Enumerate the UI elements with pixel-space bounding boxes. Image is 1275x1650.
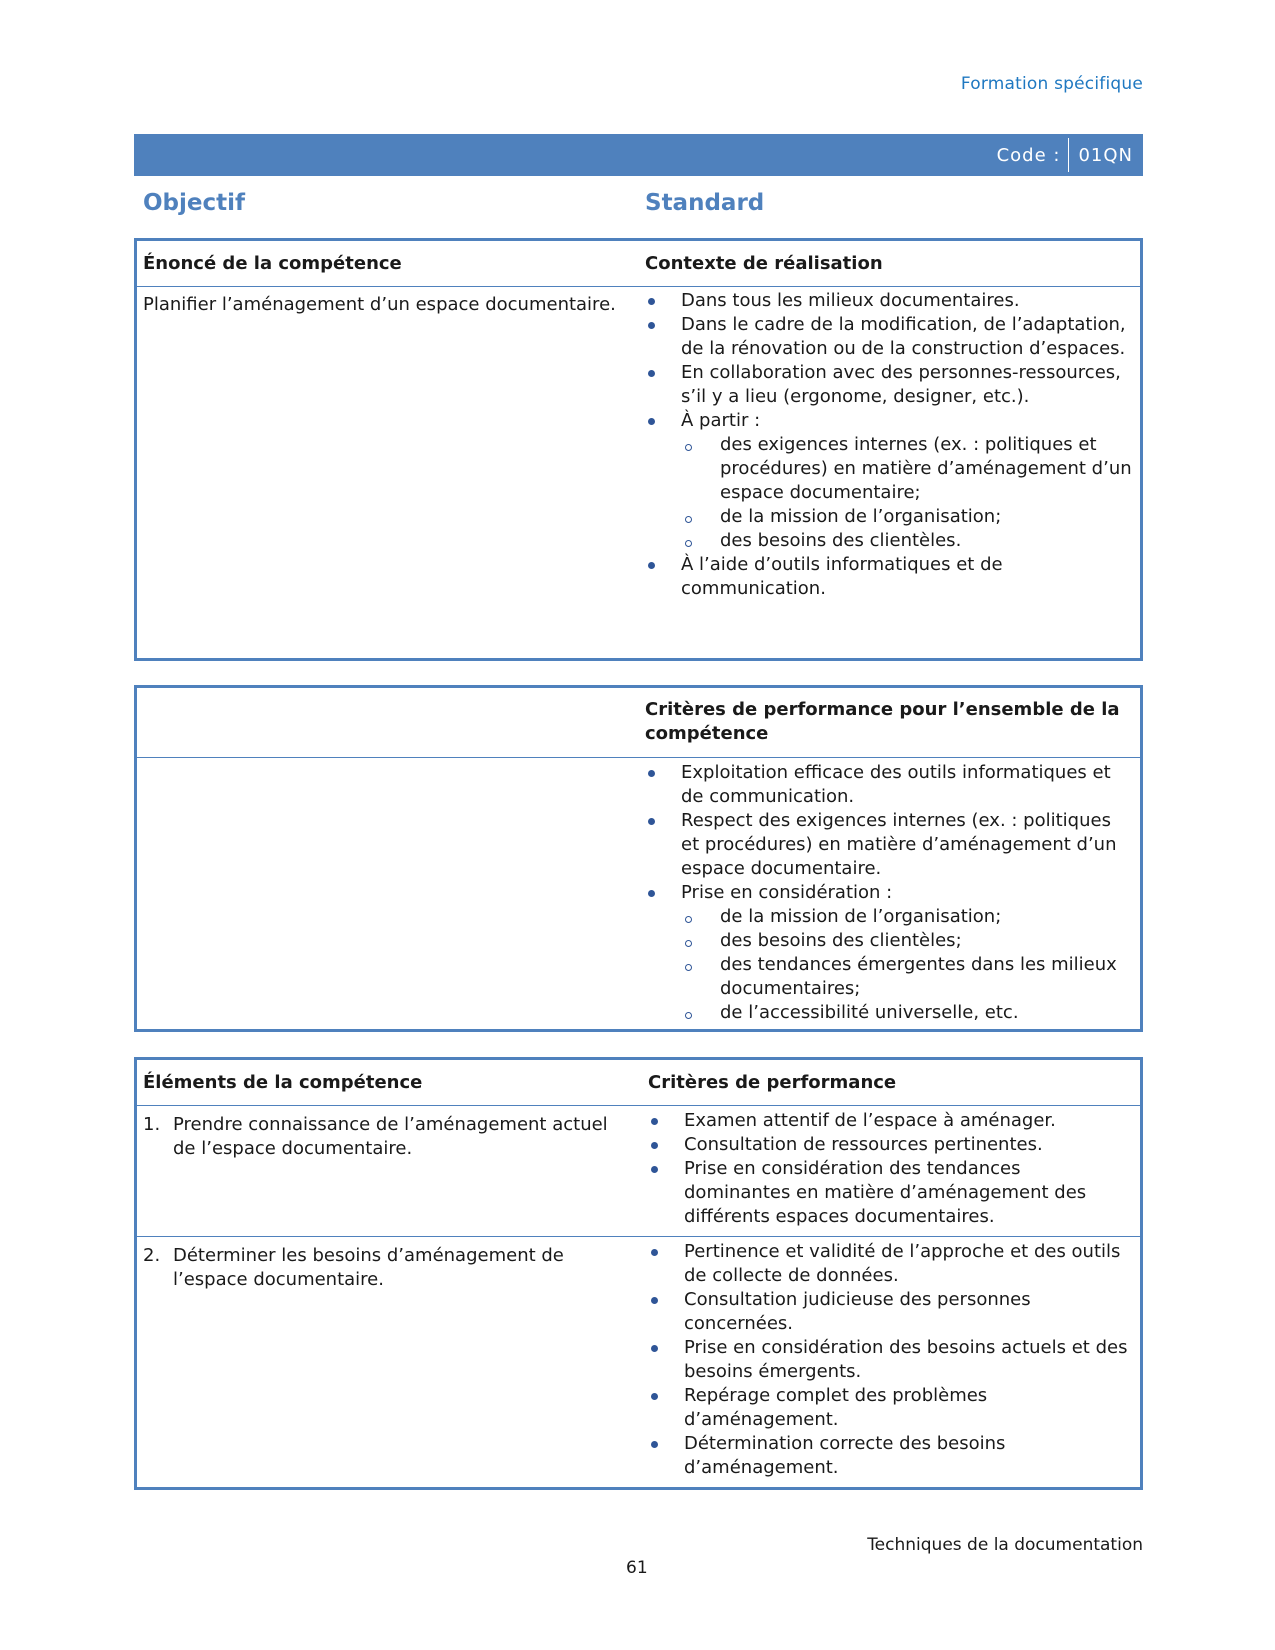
objective-heading: Objectif bbox=[143, 190, 246, 216]
bullet-icon bbox=[648, 890, 655, 897]
list-item-text: Prise en considération des besoins actuels et des besoins émergents. bbox=[684, 1337, 1128, 1382]
list-item-text: Consultation judicieuse des personnes concernées. bbox=[684, 1289, 1031, 1334]
sub-list-item bbox=[681, 929, 1132, 953]
context-list bbox=[645, 289, 1132, 601]
list-item bbox=[648, 1288, 1132, 1336]
bullet-icon bbox=[651, 1345, 658, 1352]
sub-list-item-text: des tendances émergentes dans les milieux documentaires; bbox=[720, 954, 1117, 999]
bullet-icon bbox=[648, 418, 655, 425]
empty-cell bbox=[137, 758, 637, 1025]
list-item bbox=[645, 553, 1132, 601]
context-list-cell bbox=[637, 287, 1140, 601]
bullet-icon bbox=[648, 562, 655, 569]
list-item bbox=[648, 1432, 1132, 1480]
overall-criteria-header: Critères de performance pour l’ensemble de la compétence bbox=[645, 699, 1120, 744]
list-item bbox=[645, 409, 1132, 553]
bullet-icon bbox=[651, 1118, 658, 1125]
sub-list-item bbox=[681, 953, 1132, 1001]
list-item-text: Consultation de ressources pertinentes. bbox=[684, 1134, 1043, 1155]
code-band bbox=[134, 134, 1143, 176]
table-row bbox=[137, 758, 1140, 1025]
hollow-bullet-icon bbox=[685, 940, 692, 947]
bullet-icon bbox=[648, 818, 655, 825]
list-item bbox=[645, 313, 1132, 361]
bullet-icon bbox=[651, 1166, 658, 1173]
sub-list-item-text: de la mission de l’organisation; bbox=[720, 906, 1002, 927]
list-item-text: Prise en considération des tendances dominantes en matière d’aménagement des différents espaces documentaires. bbox=[684, 1158, 1087, 1227]
element-item bbox=[143, 1244, 631, 1292]
criteria-list bbox=[648, 1109, 1132, 1229]
sub-list-item-text: des exigences internes (ex. : politiques et procédures) en matière d’aménagement d’un espace documentaire; bbox=[720, 434, 1132, 503]
bullet-icon bbox=[648, 322, 655, 329]
overall-criteria-cell bbox=[637, 758, 1140, 1025]
bullet-icon bbox=[648, 770, 655, 777]
bullet-icon bbox=[651, 1249, 658, 1256]
list-item-text: À partir : bbox=[681, 410, 761, 431]
competency-context-table bbox=[134, 238, 1143, 661]
table-row bbox=[137, 1106, 1140, 1236]
elements-header: Éléments de la compétence bbox=[143, 1072, 423, 1093]
competency-statement: Planifier l’aménagement d’un espace documentaire. bbox=[143, 294, 616, 315]
criteria-cell bbox=[637, 1106, 1140, 1236]
list-item-text: Examen attentif de l’espace à aménager. bbox=[684, 1110, 1056, 1131]
list-item-text: Prise en considération : bbox=[681, 882, 893, 903]
page-number: 61 bbox=[626, 1558, 648, 1578]
overall-criteria-list bbox=[645, 761, 1132, 1025]
sub-list-item bbox=[681, 505, 1132, 529]
list-item-text: Respect des exigences internes (ex. : politiques et procédures) en matière d’aménagement d’un espace documentaire. bbox=[681, 810, 1117, 879]
hollow-bullet-icon bbox=[685, 444, 692, 451]
sub-list-item-text: de l’accessibilité universelle, etc. bbox=[720, 1002, 1019, 1023]
list-item bbox=[648, 1336, 1132, 1384]
element-text: Déterminer les besoins d’aménagement de l’espace documentaire. bbox=[173, 1245, 564, 1290]
criteria-list bbox=[648, 1240, 1132, 1480]
list-item-text: En collaboration avec des personnes-ressources, s’il y a lieu (ergonome, designer, etc.). bbox=[681, 362, 1121, 407]
hollow-bullet-icon bbox=[685, 1012, 692, 1019]
bullet-icon bbox=[651, 1142, 658, 1149]
sub-list-item bbox=[681, 433, 1132, 505]
list-item-text: Détermination correcte des besoins d’aménagement. bbox=[684, 1433, 1006, 1478]
element-cell bbox=[137, 1237, 637, 1489]
elements-criteria-table bbox=[134, 1057, 1143, 1490]
footer-program-title: Techniques de la documentation bbox=[867, 1535, 1143, 1555]
standard-heading: Standard bbox=[645, 190, 765, 216]
list-item bbox=[645, 809, 1132, 881]
list-item bbox=[648, 1157, 1132, 1229]
competency-statement-header: Énoncé de la compétence bbox=[143, 253, 402, 274]
list-item-text: Pertinence et validité de l’approche et des outils de collecte de données. bbox=[684, 1241, 1121, 1286]
hollow-bullet-icon bbox=[685, 964, 692, 971]
bullet-icon bbox=[648, 298, 655, 305]
hollow-bullet-icon bbox=[685, 516, 692, 523]
code-value: 01QN bbox=[1078, 144, 1133, 166]
list-item bbox=[648, 1240, 1132, 1288]
list-item-text: À l’aide d’outils informatiques et de communication. bbox=[681, 554, 1003, 599]
overall-criteria-table bbox=[134, 685, 1143, 1032]
list-item bbox=[648, 1384, 1132, 1432]
bullet-icon bbox=[651, 1441, 658, 1448]
sub-list-item-text: des besoins des clientèles. bbox=[720, 530, 962, 551]
list-item bbox=[645, 361, 1132, 409]
code-label: Code : bbox=[996, 144, 1061, 166]
element-item bbox=[143, 1113, 631, 1161]
element-number: 2. bbox=[143, 1245, 161, 1266]
element-number: 1. bbox=[143, 1114, 161, 1135]
table-row bbox=[137, 1236, 1140, 1489]
list-item bbox=[645, 289, 1132, 313]
element-list bbox=[143, 1113, 631, 1161]
empty-header-cell bbox=[137, 688, 637, 757]
list-item bbox=[645, 881, 1132, 1025]
list-item bbox=[645, 761, 1132, 809]
sub-list bbox=[681, 433, 1132, 553]
running-header-title: Formation spécifique bbox=[960, 74, 1143, 94]
hollow-bullet-icon bbox=[685, 916, 692, 923]
element-text: Prendre connaissance de l’aménagement actuel de l’espace documentaire. bbox=[173, 1114, 608, 1159]
list-item-text: Dans tous les milieux documentaires. bbox=[681, 290, 1020, 311]
list-item bbox=[648, 1133, 1132, 1157]
bullet-icon bbox=[648, 370, 655, 377]
sub-list-item bbox=[681, 905, 1132, 929]
element-cell bbox=[137, 1106, 637, 1236]
element-list bbox=[143, 1244, 631, 1292]
table-row bbox=[137, 287, 1140, 601]
sub-list-item-text: des besoins des clientèles; bbox=[720, 930, 962, 951]
context-header: Contexte de réalisation bbox=[645, 253, 883, 274]
criteria-cell bbox=[637, 1237, 1140, 1489]
hollow-bullet-icon bbox=[685, 540, 692, 547]
sub-list-item bbox=[681, 1001, 1132, 1025]
elements-rows bbox=[137, 1106, 1140, 1489]
sub-list bbox=[681, 905, 1132, 1025]
table-header-row bbox=[137, 688, 1140, 758]
bullet-icon bbox=[651, 1297, 658, 1304]
table-header-row bbox=[137, 241, 1140, 287]
list-item-text: Repérage complet des problèmes d’aménagement. bbox=[684, 1385, 988, 1430]
criteria-header: Critères de performance bbox=[648, 1072, 897, 1093]
table-header-row bbox=[137, 1060, 1140, 1106]
bullet-icon bbox=[651, 1393, 658, 1400]
list-item-text: Dans le cadre de la modification, de l’adaptation, de la rénovation ou de la construction d’espaces. bbox=[681, 314, 1126, 359]
sub-list-item bbox=[681, 529, 1132, 553]
sub-list-item-text: de la mission de l’organisation; bbox=[720, 506, 1002, 527]
list-item-text: Exploitation efficace des outils informatiques et de communication. bbox=[681, 762, 1111, 807]
list-item bbox=[648, 1109, 1132, 1133]
